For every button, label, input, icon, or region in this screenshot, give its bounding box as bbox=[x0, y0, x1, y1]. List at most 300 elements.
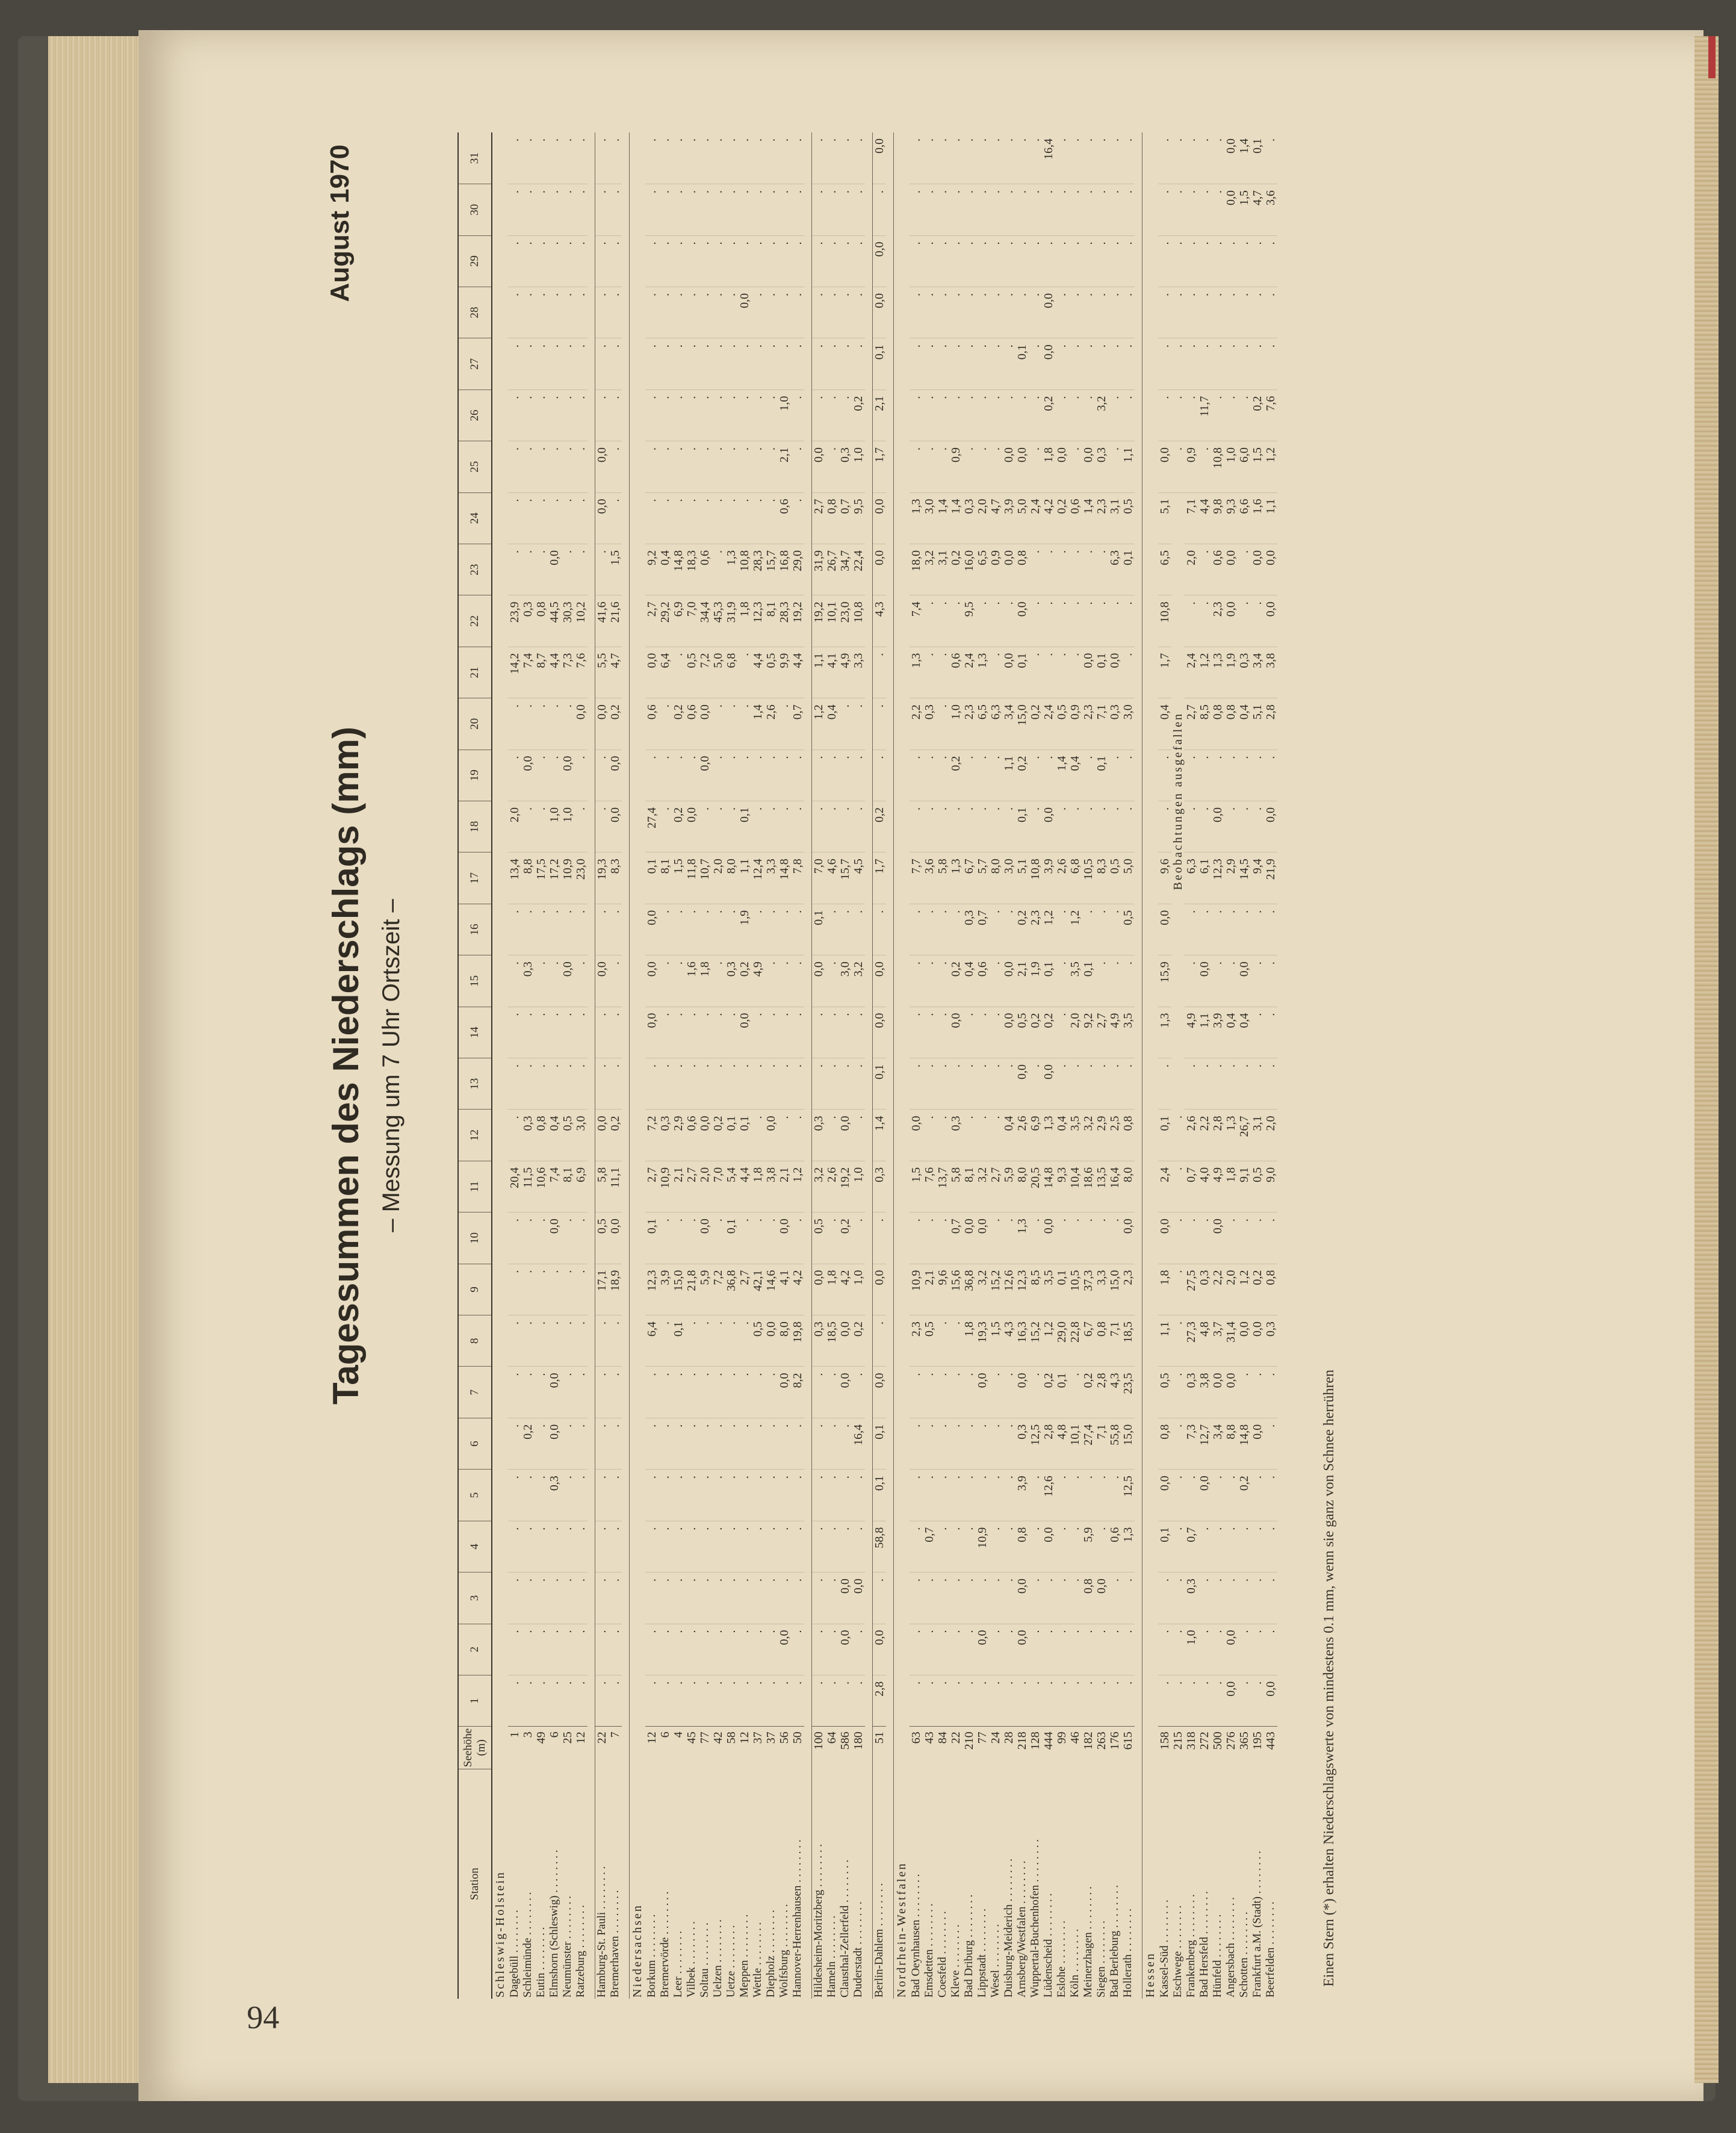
station-height: 25 bbox=[561, 1727, 574, 1769]
day-value: . bbox=[751, 441, 764, 492]
day-value: . bbox=[949, 1573, 963, 1624]
day-value: . bbox=[1121, 235, 1135, 287]
station-name: Köln . . . . . . . . bbox=[1068, 1929, 1081, 1998]
day-value: 1,2 bbox=[1042, 1315, 1055, 1367]
day-value: 0,7 bbox=[949, 1212, 963, 1264]
day-value: 13,4 bbox=[508, 852, 521, 904]
day-value: . bbox=[725, 338, 738, 390]
day-value: . bbox=[1185, 235, 1198, 287]
day-value: . bbox=[791, 1624, 804, 1675]
station-height: 37 bbox=[764, 1727, 778, 1769]
station-height: 500 bbox=[1211, 1727, 1224, 1769]
day-value: . bbox=[1224, 1573, 1238, 1624]
day-value: . bbox=[685, 1418, 698, 1469]
day-value: . bbox=[963, 1418, 976, 1469]
header-day: 2 bbox=[458, 1624, 492, 1675]
day-value: 2,7 bbox=[1185, 698, 1198, 750]
day-value: 3,3 bbox=[1095, 1264, 1108, 1315]
day-value: 3,1 bbox=[1108, 492, 1121, 544]
table-row bbox=[561, 132, 574, 1999]
day-value: . bbox=[1082, 904, 1095, 955]
day-value: 1,1 bbox=[1198, 1007, 1211, 1058]
day-value: . bbox=[725, 287, 738, 338]
day-value: . bbox=[698, 1470, 711, 1521]
day-value: . bbox=[1171, 1470, 1185, 1521]
station-name: Hünfeld . . . . . . . . bbox=[1211, 1914, 1224, 1998]
day-value: . bbox=[1211, 132, 1224, 184]
day-value: . bbox=[1264, 1058, 1277, 1110]
day-value: 0,0 bbox=[1015, 1573, 1029, 1624]
day-value: 15,0 bbox=[1121, 1418, 1135, 1469]
day-value: . bbox=[548, 1264, 561, 1315]
day-value: 0,0 bbox=[595, 1110, 609, 1161]
day-value: . bbox=[711, 1007, 725, 1058]
day-value: . bbox=[1002, 1058, 1015, 1110]
day-value: 3,2 bbox=[1095, 390, 1108, 441]
day-value: 0,2 bbox=[609, 698, 622, 750]
day-value: . bbox=[574, 955, 587, 1007]
day-value: 0,0 bbox=[873, 1007, 887, 1058]
day-value: . bbox=[685, 1007, 698, 1058]
day-value: 1,2 bbox=[812, 698, 826, 750]
day-value: . bbox=[1082, 544, 1095, 595]
day-value: . bbox=[574, 492, 587, 544]
day-value: 0,9 bbox=[989, 544, 1002, 595]
day-value: . bbox=[609, 955, 622, 1007]
station-height: 180 bbox=[852, 1727, 865, 1769]
day-value: 1,3 bbox=[1211, 647, 1224, 698]
day-value: . bbox=[508, 750, 521, 801]
day-value: . bbox=[1029, 235, 1042, 287]
day-value: 1,0 bbox=[949, 698, 963, 750]
day-value: 0,3 bbox=[659, 1110, 672, 1161]
day-value: . bbox=[521, 1315, 535, 1367]
day-value: . bbox=[725, 1418, 738, 1469]
day-value: . bbox=[852, 1624, 865, 1675]
day-value: . bbox=[989, 955, 1002, 1007]
header-day: 5 bbox=[458, 1470, 492, 1521]
header-day: 19 bbox=[458, 750, 492, 801]
day-value: . bbox=[725, 1367, 738, 1418]
day-value: 7,0 bbox=[812, 852, 826, 904]
day-value: 1,3 bbox=[949, 852, 963, 904]
day-value: 0,6 bbox=[698, 544, 711, 595]
day-value: . bbox=[574, 1007, 587, 1058]
day-value: . bbox=[1068, 1058, 1082, 1110]
day-value: 7,1 bbox=[1095, 698, 1108, 750]
station-height: 4 bbox=[672, 1727, 685, 1769]
day-value: 1,0 bbox=[1185, 1624, 1198, 1675]
day-value: . bbox=[561, 904, 574, 955]
day-value: . bbox=[548, 1521, 561, 1572]
day-value: . bbox=[508, 1212, 521, 1264]
day-value: 2,4 bbox=[963, 647, 976, 698]
day-value: 0,0 bbox=[1108, 647, 1121, 698]
day-value: 0,0 bbox=[1042, 1521, 1055, 1572]
day-value: 0,0 bbox=[1224, 1675, 1238, 1726]
day-value: . bbox=[698, 287, 711, 338]
day-value: . bbox=[1068, 1470, 1082, 1521]
day-value: . bbox=[1211, 904, 1224, 955]
station-name: Uetze . . . . . . . . bbox=[725, 1925, 737, 1998]
day-value: . bbox=[1198, 441, 1211, 492]
group-heading: Niedersachsen bbox=[631, 1904, 644, 1998]
station-height: 215 bbox=[1171, 1727, 1185, 1769]
day-value: . bbox=[645, 441, 659, 492]
day-value: 3,5 bbox=[1068, 1110, 1082, 1161]
day-value: 0,0 bbox=[1224, 595, 1238, 647]
day-value: . bbox=[949, 287, 963, 338]
day-value: . bbox=[1055, 544, 1068, 595]
day-value: . bbox=[839, 1058, 852, 1110]
day-value: 0,2 bbox=[1055, 492, 1068, 544]
day-value: . bbox=[910, 1007, 923, 1058]
day-value: . bbox=[1108, 1675, 1121, 1726]
day-value: . bbox=[685, 235, 698, 287]
day-value: . bbox=[976, 1675, 989, 1726]
day-value: 12,7 bbox=[1198, 1418, 1211, 1469]
day-value: 1,5 bbox=[672, 852, 685, 904]
table-row bbox=[751, 132, 764, 1999]
day-value: 0,0 bbox=[778, 1624, 791, 1675]
day-value: 2,7 bbox=[1095, 1007, 1108, 1058]
day-value: . bbox=[725, 801, 738, 852]
day-value: . bbox=[685, 750, 698, 801]
day-value: . bbox=[595, 1521, 609, 1572]
day-value: . bbox=[1251, 1007, 1264, 1058]
day-value: . bbox=[672, 955, 685, 1007]
day-value: . bbox=[1055, 1212, 1068, 1264]
day-value: . bbox=[936, 287, 949, 338]
day-value: 4,3 bbox=[1108, 1367, 1121, 1418]
day-value: 0,0 bbox=[873, 544, 887, 595]
day-value: 1,1 bbox=[738, 852, 751, 904]
day-value: . bbox=[936, 1212, 949, 1264]
day-value: 0,0 bbox=[1121, 1212, 1135, 1264]
day-value: . bbox=[976, 750, 989, 801]
day-value: . bbox=[659, 698, 672, 750]
day-value: . bbox=[791, 1110, 804, 1161]
station-height: 28 bbox=[1002, 1727, 1015, 1769]
day-value: 0,1 bbox=[1015, 801, 1029, 852]
day-value: 2,6 bbox=[1185, 1110, 1198, 1161]
day-value: 23,0 bbox=[574, 852, 587, 904]
day-value: . bbox=[1121, 595, 1135, 647]
day-value: 0,0 bbox=[1042, 801, 1055, 852]
day-value: . bbox=[923, 1110, 936, 1161]
day-value: . bbox=[1251, 904, 1264, 955]
station-name: Bremervörde . . . . . . . . bbox=[659, 1891, 671, 1998]
day-value: 3,2 bbox=[1082, 1110, 1095, 1161]
day-value: . bbox=[825, 1367, 839, 1418]
day-value: . bbox=[825, 904, 839, 955]
day-value: . bbox=[574, 801, 587, 852]
day-value: 0,3 bbox=[725, 955, 738, 1007]
day-value: . bbox=[910, 1675, 923, 1726]
table-row bbox=[1264, 132, 1277, 1999]
station-height: 444 bbox=[1042, 1727, 1055, 1769]
day-value: 6,4 bbox=[645, 1315, 659, 1367]
day-value: 7,2 bbox=[645, 1110, 659, 1161]
day-value: 7,7 bbox=[910, 852, 923, 904]
day-value: . bbox=[791, 1007, 804, 1058]
day-value: . bbox=[609, 1624, 622, 1675]
day-value: 6,0 bbox=[1238, 441, 1251, 492]
day-value: 2,2 bbox=[910, 698, 923, 750]
day-value: . bbox=[839, 698, 852, 750]
day-value: . bbox=[1158, 287, 1171, 338]
day-value: 0,2 bbox=[873, 801, 887, 852]
day-value: 3,8 bbox=[1264, 647, 1277, 698]
station-height: 49 bbox=[535, 1727, 548, 1769]
day-value: . bbox=[711, 338, 725, 390]
day-value: 9,0 bbox=[1264, 1161, 1277, 1212]
day-value: 0,8 bbox=[1158, 1418, 1171, 1469]
day-value: 12,3 bbox=[645, 1264, 659, 1315]
day-value: . bbox=[725, 1470, 738, 1521]
day-value: 0,8 bbox=[535, 595, 548, 647]
day-value: . bbox=[698, 1418, 711, 1469]
day-value: 14,8 bbox=[1238, 1418, 1251, 1469]
day-value: 1,9 bbox=[738, 904, 751, 955]
day-value: . bbox=[725, 184, 738, 235]
day-value: . bbox=[1095, 544, 1108, 595]
table-row bbox=[659, 132, 672, 1999]
day-value: . bbox=[1251, 1521, 1264, 1572]
day-value: 2,2 bbox=[1198, 1110, 1211, 1161]
day-value: . bbox=[989, 441, 1002, 492]
day-value: . bbox=[645, 1418, 659, 1469]
day-value: 20,4 bbox=[508, 1161, 521, 1212]
day-value: . bbox=[1068, 1212, 1082, 1264]
day-value: . bbox=[852, 1521, 865, 1572]
day-value: . bbox=[738, 750, 751, 801]
day-value: . bbox=[1171, 1624, 1185, 1675]
day-value: . bbox=[672, 904, 685, 955]
table-row bbox=[698, 132, 711, 1999]
day-value: . bbox=[1042, 184, 1055, 235]
day-value: 1,1 bbox=[1158, 1315, 1171, 1367]
day-value: 0,2 bbox=[852, 1315, 865, 1367]
day-value: . bbox=[711, 801, 725, 852]
day-value: . bbox=[936, 1624, 949, 1675]
day-value: 4,3 bbox=[873, 595, 887, 647]
day-value: 0,0 bbox=[1224, 132, 1238, 184]
station-height: 272 bbox=[1198, 1727, 1211, 1769]
day-value: 3,9 bbox=[1015, 1470, 1029, 1521]
day-value: 9,6 bbox=[1158, 852, 1171, 904]
day-value: 9,3 bbox=[1224, 492, 1238, 544]
day-value: 1,3 bbox=[1224, 1110, 1238, 1161]
day-value: . bbox=[1198, 801, 1211, 852]
day-value: . bbox=[751, 184, 764, 235]
day-value: . bbox=[1251, 1367, 1264, 1418]
day-value: . bbox=[595, 1675, 609, 1726]
day-value: . bbox=[508, 1367, 521, 1418]
day-value: 1,1 bbox=[1121, 441, 1135, 492]
day-value: 6,6 bbox=[1238, 492, 1251, 544]
header-day: 3 bbox=[458, 1573, 492, 1624]
day-value: . bbox=[1121, 801, 1135, 852]
day-value: 15,6 bbox=[949, 1264, 963, 1315]
day-value: . bbox=[1068, 235, 1082, 287]
day-value: . bbox=[949, 132, 963, 184]
day-value: . bbox=[548, 338, 561, 390]
day-value: . bbox=[659, 184, 672, 235]
day-value: 2,4 bbox=[1042, 698, 1055, 750]
day-value: . bbox=[923, 955, 936, 1007]
day-value: 10,5 bbox=[1082, 852, 1095, 904]
day-value: . bbox=[521, 287, 535, 338]
header-day: 25 bbox=[458, 441, 492, 492]
station-height: 42 bbox=[711, 1727, 725, 1769]
day-value: 19,3 bbox=[976, 1315, 989, 1367]
day-value: . bbox=[1251, 287, 1264, 338]
day-value: . bbox=[1108, 338, 1121, 390]
day-value: 0,0 bbox=[1015, 595, 1029, 647]
day-value: . bbox=[645, 1624, 659, 1675]
day-value: 15,7 bbox=[764, 544, 778, 595]
day-value: . bbox=[1264, 1470, 1277, 1521]
day-value: 5,8 bbox=[595, 1161, 609, 1212]
day-value: 0,4 bbox=[963, 955, 976, 1007]
day-value: 29,0 bbox=[791, 544, 804, 595]
day-value: . bbox=[976, 1573, 989, 1624]
day-value: . bbox=[1055, 235, 1068, 287]
day-value: . bbox=[738, 1470, 751, 1521]
day-value: . bbox=[812, 390, 826, 441]
station-name: Elmshorn (Schleswig) . . . . . . . . bbox=[548, 1849, 560, 1998]
day-value: 0,0 bbox=[1251, 1315, 1264, 1367]
day-value: . bbox=[989, 1675, 1002, 1726]
day-value: . bbox=[791, 287, 804, 338]
day-value: 0,0 bbox=[963, 1212, 976, 1264]
day-value: 0,0 bbox=[1224, 1624, 1238, 1675]
day-value: . bbox=[1211, 750, 1224, 801]
day-value: 0,1 bbox=[672, 1315, 685, 1367]
day-value: . bbox=[989, 595, 1002, 647]
day-value: 31,9 bbox=[725, 595, 738, 647]
day-value: 2,0 bbox=[508, 801, 521, 852]
station-height: 84 bbox=[936, 1727, 949, 1769]
table-row bbox=[1171, 132, 1185, 1999]
day-value: . bbox=[1042, 595, 1055, 647]
day-value: . bbox=[989, 904, 1002, 955]
day-value: 7,1 bbox=[1108, 1315, 1121, 1367]
day-value: . bbox=[659, 287, 672, 338]
day-value: 0,3 bbox=[548, 1470, 561, 1521]
day-value: 3,0 bbox=[839, 955, 852, 1007]
day-value: . bbox=[535, 698, 548, 750]
day-value: 5,8 bbox=[936, 852, 949, 904]
day-value: 0,0 bbox=[839, 1315, 852, 1367]
day-value: 0,3 bbox=[949, 1110, 963, 1161]
day-value: . bbox=[1251, 1058, 1264, 1110]
day-value: . bbox=[738, 1521, 751, 1572]
day-value: . bbox=[873, 698, 887, 750]
day-value: 0,4 bbox=[1158, 698, 1171, 750]
day-value: . bbox=[976, 1007, 989, 1058]
day-value: . bbox=[521, 904, 535, 955]
day-value: . bbox=[1171, 1212, 1185, 1264]
day-value: 3,2 bbox=[852, 955, 865, 1007]
header-day: 18 bbox=[458, 801, 492, 852]
day-value: 1,0 bbox=[852, 1264, 865, 1315]
day-value: 13,5 bbox=[1095, 1161, 1108, 1212]
day-value: . bbox=[548, 750, 561, 801]
day-value: 4,4 bbox=[751, 647, 764, 698]
day-value: . bbox=[1108, 1573, 1121, 1624]
day-value: . bbox=[711, 1058, 725, 1110]
day-value: 0,0 bbox=[1082, 441, 1095, 492]
day-value: 1,3 bbox=[910, 647, 923, 698]
day-value: 5,1 bbox=[1251, 698, 1264, 750]
day-value: 2,1 bbox=[1015, 955, 1029, 1007]
day-value: . bbox=[949, 338, 963, 390]
day-value: 12,6 bbox=[1002, 1264, 1015, 1315]
day-value: . bbox=[672, 1624, 685, 1675]
group-separator bbox=[865, 132, 873, 1999]
day-value: . bbox=[698, 132, 711, 184]
day-value: . bbox=[1108, 750, 1121, 801]
table-row bbox=[1095, 132, 1108, 1999]
day-value: . bbox=[751, 904, 764, 955]
day-value: . bbox=[1002, 235, 1015, 287]
day-value: 3,1 bbox=[936, 544, 949, 595]
day-value: 4,2 bbox=[791, 1264, 804, 1315]
day-value: . bbox=[963, 390, 976, 441]
day-value: . bbox=[574, 1470, 587, 1521]
day-value: . bbox=[698, 904, 711, 955]
day-value: 0,9 bbox=[1185, 441, 1198, 492]
day-value: . bbox=[1055, 1058, 1068, 1110]
day-value: . bbox=[1158, 338, 1171, 390]
day-value: 29,2 bbox=[659, 595, 672, 647]
day-value: . bbox=[685, 1367, 698, 1418]
day-value: 3,8 bbox=[764, 1161, 778, 1212]
day-value: . bbox=[1211, 235, 1224, 287]
day-value: 0,1 bbox=[1158, 1110, 1171, 1161]
day-value: . bbox=[1121, 184, 1135, 235]
day-value: 0,0 bbox=[685, 801, 698, 852]
day-value: 0,0 bbox=[595, 492, 609, 544]
day-value: . bbox=[963, 750, 976, 801]
day-value: . bbox=[574, 390, 587, 441]
day-value: . bbox=[1238, 801, 1251, 852]
day-value: 0,2 bbox=[1042, 1007, 1055, 1058]
day-value: . bbox=[711, 904, 725, 955]
group-heading-row bbox=[1142, 132, 1159, 1999]
day-value: . bbox=[738, 390, 751, 441]
day-value: . bbox=[963, 1573, 976, 1624]
day-value: . bbox=[672, 1470, 685, 1521]
day-value: . bbox=[738, 441, 751, 492]
day-value: . bbox=[1264, 338, 1277, 390]
day-value: 4,4 bbox=[548, 647, 561, 698]
day-value: . bbox=[698, 1573, 711, 1624]
day-value: . bbox=[659, 904, 672, 955]
day-value: . bbox=[989, 338, 1002, 390]
day-value: . bbox=[751, 492, 764, 544]
day-value: 0,5 bbox=[1158, 1367, 1171, 1418]
day-value: 0,0 bbox=[561, 750, 574, 801]
day-value: . bbox=[1185, 801, 1198, 852]
day-value: . bbox=[825, 235, 839, 287]
day-value: 0,3 bbox=[1015, 1418, 1029, 1469]
day-value: 0,4 bbox=[1224, 1007, 1238, 1058]
day-value: . bbox=[561, 287, 574, 338]
day-value: . bbox=[852, 235, 865, 287]
